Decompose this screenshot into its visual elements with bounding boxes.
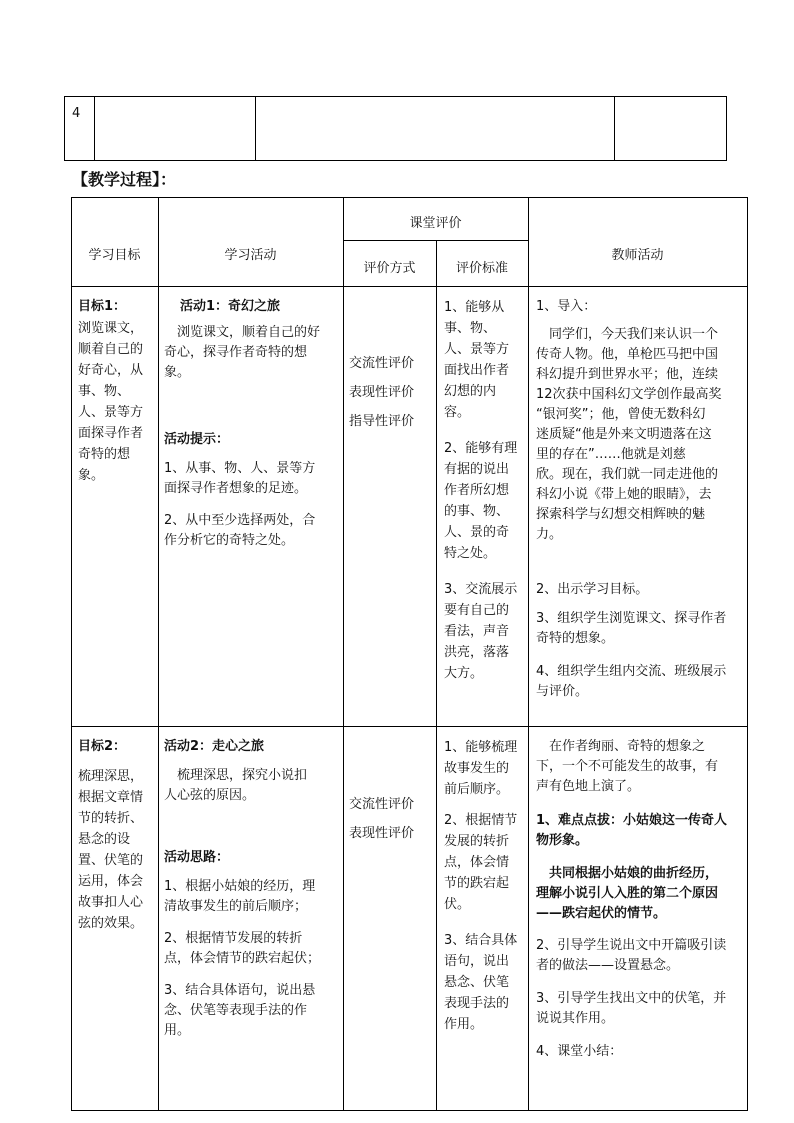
eval-standard: 3、交流展示 要有自己的 看法，声音 洪亮，落落 大方。 — [444, 582, 518, 681]
eval-standard: 1、能够梳理 故事发生的 前后顺序。 — [444, 740, 518, 797]
teacher-intro: 在作者绚丽、奇特的想象之 下，一个不可能发生的故事，有 声有色地上演了。 — [536, 739, 719, 794]
eval-method: 指导性评价 — [349, 414, 415, 429]
activity-item: 2、根据情节发展的转折 点，体会情节的跌宕起伏； — [164, 931, 321, 966]
activity-item: 2、从中至少选择两处，合 作分析它的奇特之处。 — [164, 513, 316, 548]
header-teacher: 教师活动 — [611, 248, 664, 263]
row-number: 4 — [72, 106, 81, 121]
teacher-item: 4、组织学生组内交流、班级展示 与评价。 — [536, 664, 727, 699]
section-heading: 【教学过程】： — [72, 170, 177, 189]
teacher-item: 3、组织学生浏览课文、探寻作者 奇特的想象。 — [536, 611, 727, 646]
eval-standard: 1、能够从 事、物、 人、景等方 面找出作者 幻想的内 容。 — [444, 300, 510, 420]
teacher-item: 2、出示学习目标。 — [536, 582, 649, 597]
goal-title: 目标1： — [78, 299, 127, 314]
activity-item: 1、根据小姑娘的经历，理 清故事发生的前后顺序； — [164, 879, 316, 914]
teacher-item: 3、引导学生找出文中的伏笔，并 说说其作用。 — [536, 991, 727, 1026]
header-eval-standard: 评价标准 — [455, 261, 508, 276]
activity-title: 活动2：走心之旅 — [164, 739, 265, 754]
teacher-key-plot: 共同根据小姑娘的曲折经历， 理解小说引人入胜的第二个原因 ——跌宕起伏的情节。 — [536, 866, 719, 921]
goal-title: 目标2： — [78, 739, 127, 754]
teacher-key-point: 1、难点点拔：小姑娘这一传奇人 物形象。 — [536, 813, 728, 848]
eval-method: 交流性评价 — [349, 797, 415, 812]
eval-standard: 2、根据情节 发展的转折 点，体会情 节的跌宕起 伏。 — [444, 813, 518, 912]
activity-hint-title: 活动思路： — [164, 850, 230, 865]
teacher-item: 2、引导学生说出文中开篇吸引读 者的做法——设置悬念。 — [536, 938, 727, 973]
header-goal: 学习目标 — [88, 248, 141, 263]
activity-hint-title: 活动提示： — [164, 432, 230, 447]
goal-text: 梳理深思， 根据文章情 节的转折、 悬念的设 置、伏笔的 运用，体会 故事扣人心 弦的效果。 — [78, 769, 144, 931]
header-activity: 学习活动 — [224, 248, 277, 263]
header-eval-method: 评价方式 — [363, 261, 416, 276]
eval-method: 表现性评价 — [349, 385, 415, 400]
eval-standard: 3、结合具体 语句，说出 悬念、伏笔 表现手法的 作用。 — [444, 933, 518, 1032]
activity-intro: 浏览课文，顺着自己的好 奇心，探寻作者奇特的想 象。 — [164, 325, 321, 380]
activity-item: 1、从事、物、人、景等方 面探寻作者想象的足迹。 — [164, 461, 316, 496]
activity-item: 3、结合具体语句，说出悬 念、伏笔等表现手法的作 用。 — [164, 983, 316, 1038]
activity-intro: 梳理深思，探究小说扣 人心弦的原因。 — [164, 768, 308, 803]
header-classroom-eval: 课堂评价 — [409, 216, 462, 231]
eval-method: 交流性评价 — [349, 356, 415, 371]
eval-standard: 2、能够有理 有据的说出 作者所幻想 的事、物、 人、景的奇 特之处。 — [444, 441, 518, 561]
eval-method: 表现性评价 — [349, 826, 415, 841]
goal-text: 浏览课文， 顺着自己的 好奇心，从 事、物、 人、景等方 面探寻作者 奇特的想 象。 — [78, 321, 144, 483]
teacher-item: 4、课堂小结： — [536, 1044, 623, 1059]
teacher-item: 同学们，今天我们来认识一个 传奇人物。他，单枪匹马把中国 科幻提升到世界水平；他，连续 12次获中国科幻文学创作最高奖 “银河奖”；他，曾使无数科幻 迷质疑“他是外来文明遗落在这 里的存在”……他就是刘慈 欣。现在，我们就一同走进他的 科幻小说《带上她的眼睛》，去 探索科学与幻想交相辉映的魅 力。 — [536, 327, 722, 542]
teacher-item: 1、导入： — [536, 299, 597, 314]
activity-title: 活动1：奇幻之旅 — [180, 299, 281, 314]
